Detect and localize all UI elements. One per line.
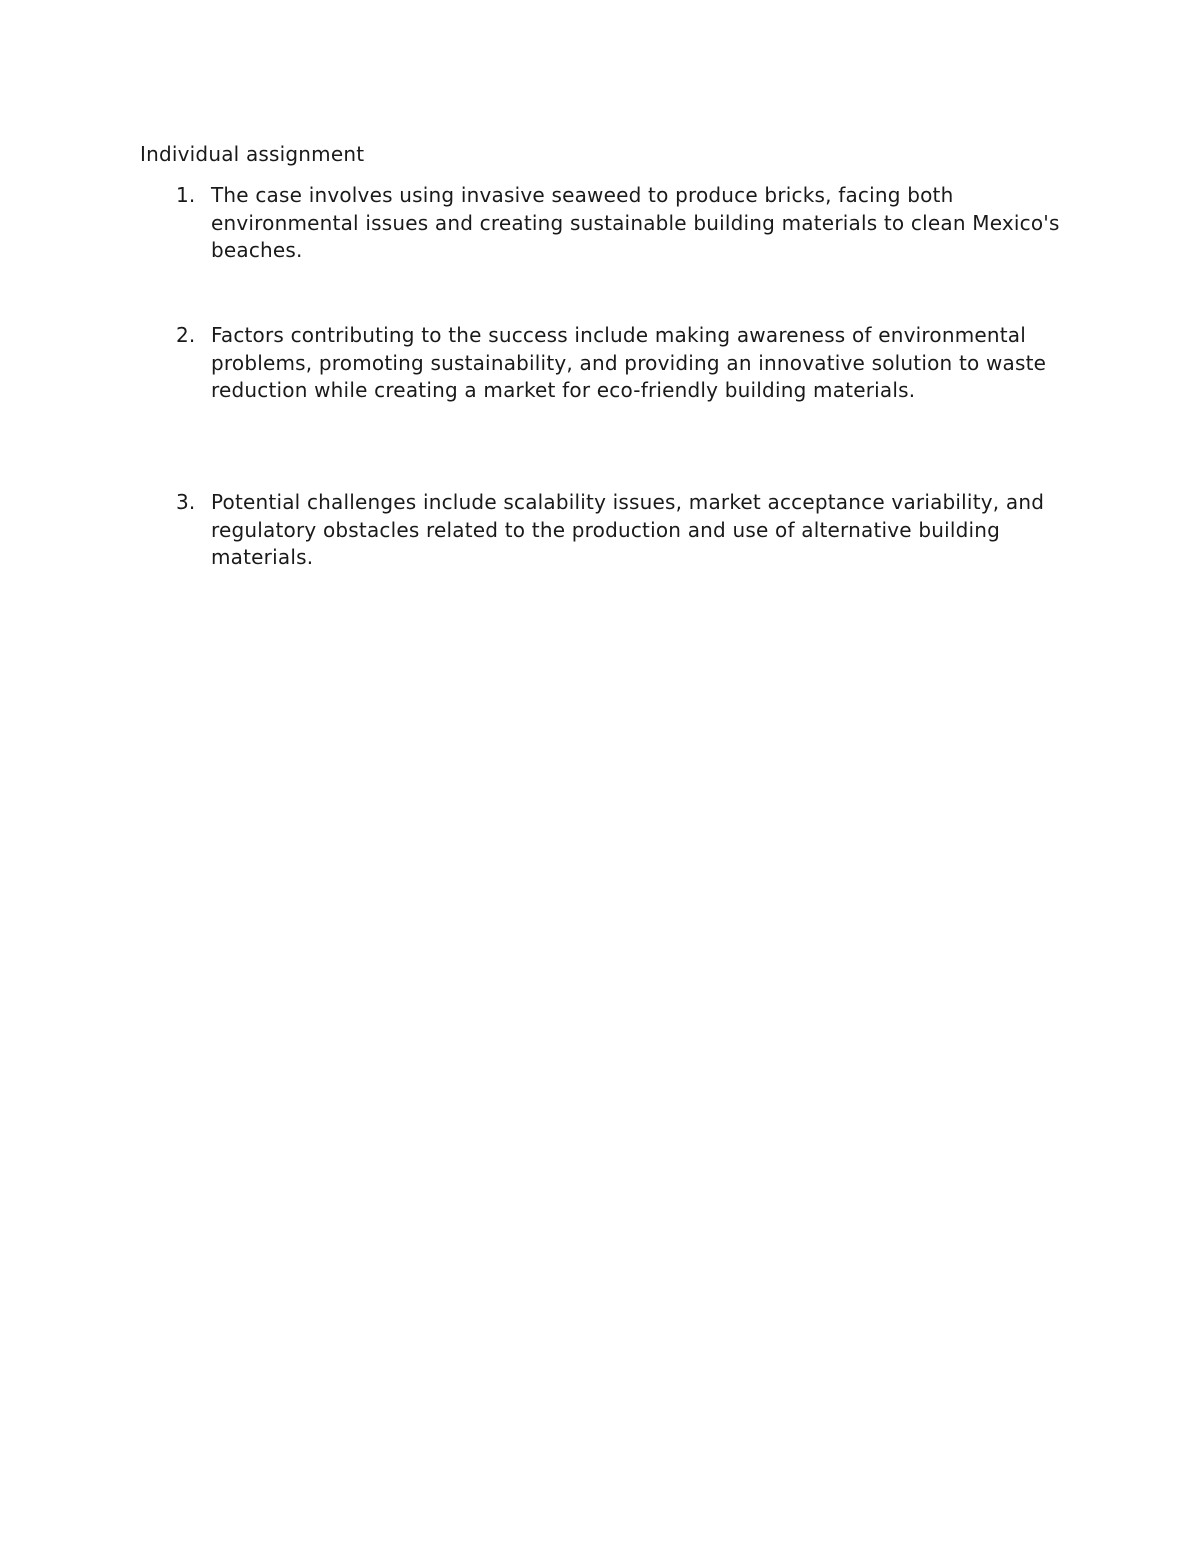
list-item-number: 1. (176, 183, 196, 207)
list-item-text: Potential challenges include scalability issues, market acceptance variability, and regulatory obstacles related to the production and use of alternative building materials. (211, 490, 1045, 569)
list-item-text: Factors contributing to the success include making awareness of environmental problems, promoting sustainability, and providing an innovative solution to waste reduction while creating a market for eco-friendly building materials. (211, 323, 1047, 402)
list-item (176, 489, 1076, 572)
list-item (176, 182, 1076, 265)
list-item (176, 322, 1076, 405)
list-item-number: 3. (176, 490, 196, 514)
document-title: Individual assignment (140, 142, 365, 166)
list-item-number: 2. (176, 323, 196, 347)
list-item-text: The case involves using invasive seaweed to produce bricks, facing both environmental issues and creating sustainable building materials to clean Mexico's beaches. (211, 183, 1060, 262)
